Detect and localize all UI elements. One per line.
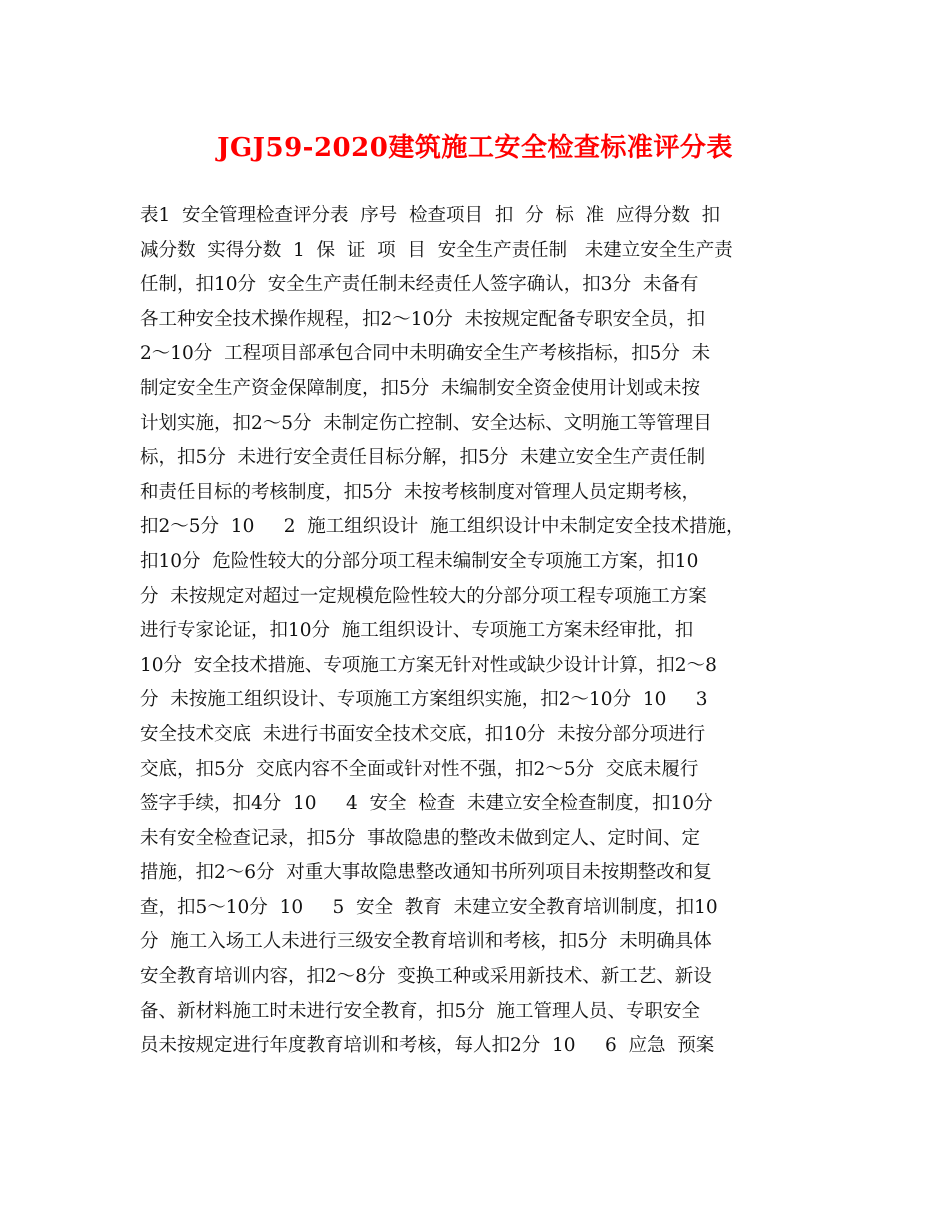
body-line: 交底，扣5分 交底内容不全面或针对性不强，扣2～5分 交底未履行	[140, 758, 699, 780]
body-line: 安全教育培训内容，扣2～8分 变换工种或采用新技术、新工艺、新设	[140, 966, 712, 988]
body-line: 备、新材料施工时未进行安全教育，扣5分 施工管理人员、专职安全	[140, 1000, 701, 1022]
body-line: 减分数 实得分数 1 保 证 项 目 安全生产责任制 未建立安全生产责	[140, 239, 733, 261]
body-line: 和责任目标的考核制度，扣5分 未按考核制度对管理人员定期考核，	[140, 481, 701, 503]
body-line: 措施，扣2～6分 对重大事故隐患整改通知书所列项目未按期整改和复	[140, 862, 712, 884]
body-line: 扣10分 危险性较大的分部分项工程未编制安全专项施工方案，扣10	[140, 550, 699, 572]
body-line: 进行专家论证，扣10分 施工组织设计、专项施工方案未经审批，扣	[140, 620, 694, 642]
body-line: 分 未按施工组织设计、专项施工方案组织实施，扣2～10分 10 3	[140, 689, 708, 711]
document-title: JGJ59-2020建筑施工安全检查标准评分表	[217, 133, 733, 163]
body-line: 表1 安全管理检查评分表 序号 检查项目 扣 分 标 准 应得分数 扣	[140, 205, 721, 226]
body-line: 未有安全检查记录，扣5分 事故隐患的整改未做到定人、定时间、定	[140, 827, 701, 849]
body-line: 分 施工入场工人未进行三级安全教育培训和考核，扣5分 未明确具体	[140, 931, 712, 953]
body-line: 查，扣5～10分 10 5 安全 教育 未建立安全教育培训制度，扣10	[140, 896, 718, 918]
body-line: 扣2～5分 10 2 施工组织设计 施工组织设计中未制定安全技术措施，	[140, 516, 745, 538]
document-body	[140, 199, 820, 1064]
body-line: 标，扣5分 未进行安全责任目标分解，扣5分 未建立安全生产责任制	[140, 447, 706, 469]
body-line: 制定安全生产资金保障制度，扣5分 未编制安全资金使用计划或未按	[140, 377, 701, 399]
body-line: 任制，扣10分 安全生产责任制未经责任人签字确认，扣3分 未备有	[140, 274, 699, 296]
body-line: 10分 安全技术措施、专项施工方案无针对性或缺少设计计算，扣2～8	[140, 654, 717, 676]
body-line: 安全技术交底 未进行书面安全技术交底，扣10分 未按分部分项进行	[140, 723, 706, 745]
body-line: 各工种安全技术操作规程，扣2～10分 未按规定配备专职安全员，扣	[140, 308, 706, 330]
body-line: 签字手续，扣4分 10 4 安全 检查 未建立安全检查制度，扣10分	[140, 793, 713, 815]
body-line: 员未按规定进行年度教育培训和考核，每人扣2分 10 6 应急 预案	[140, 1035, 715, 1057]
body-line: 分 未按规定对超过一定规模危险性较大的分部分项工程专项施工方案	[140, 585, 707, 607]
body-line: 计划实施，扣2～5分 未制定伤亡控制、安全达标、文明施工等管理目	[140, 412, 712, 434]
body-line: 2～10分 工程项目部承包合同中未明确安全生产考核指标，扣5分 未	[140, 343, 711, 365]
